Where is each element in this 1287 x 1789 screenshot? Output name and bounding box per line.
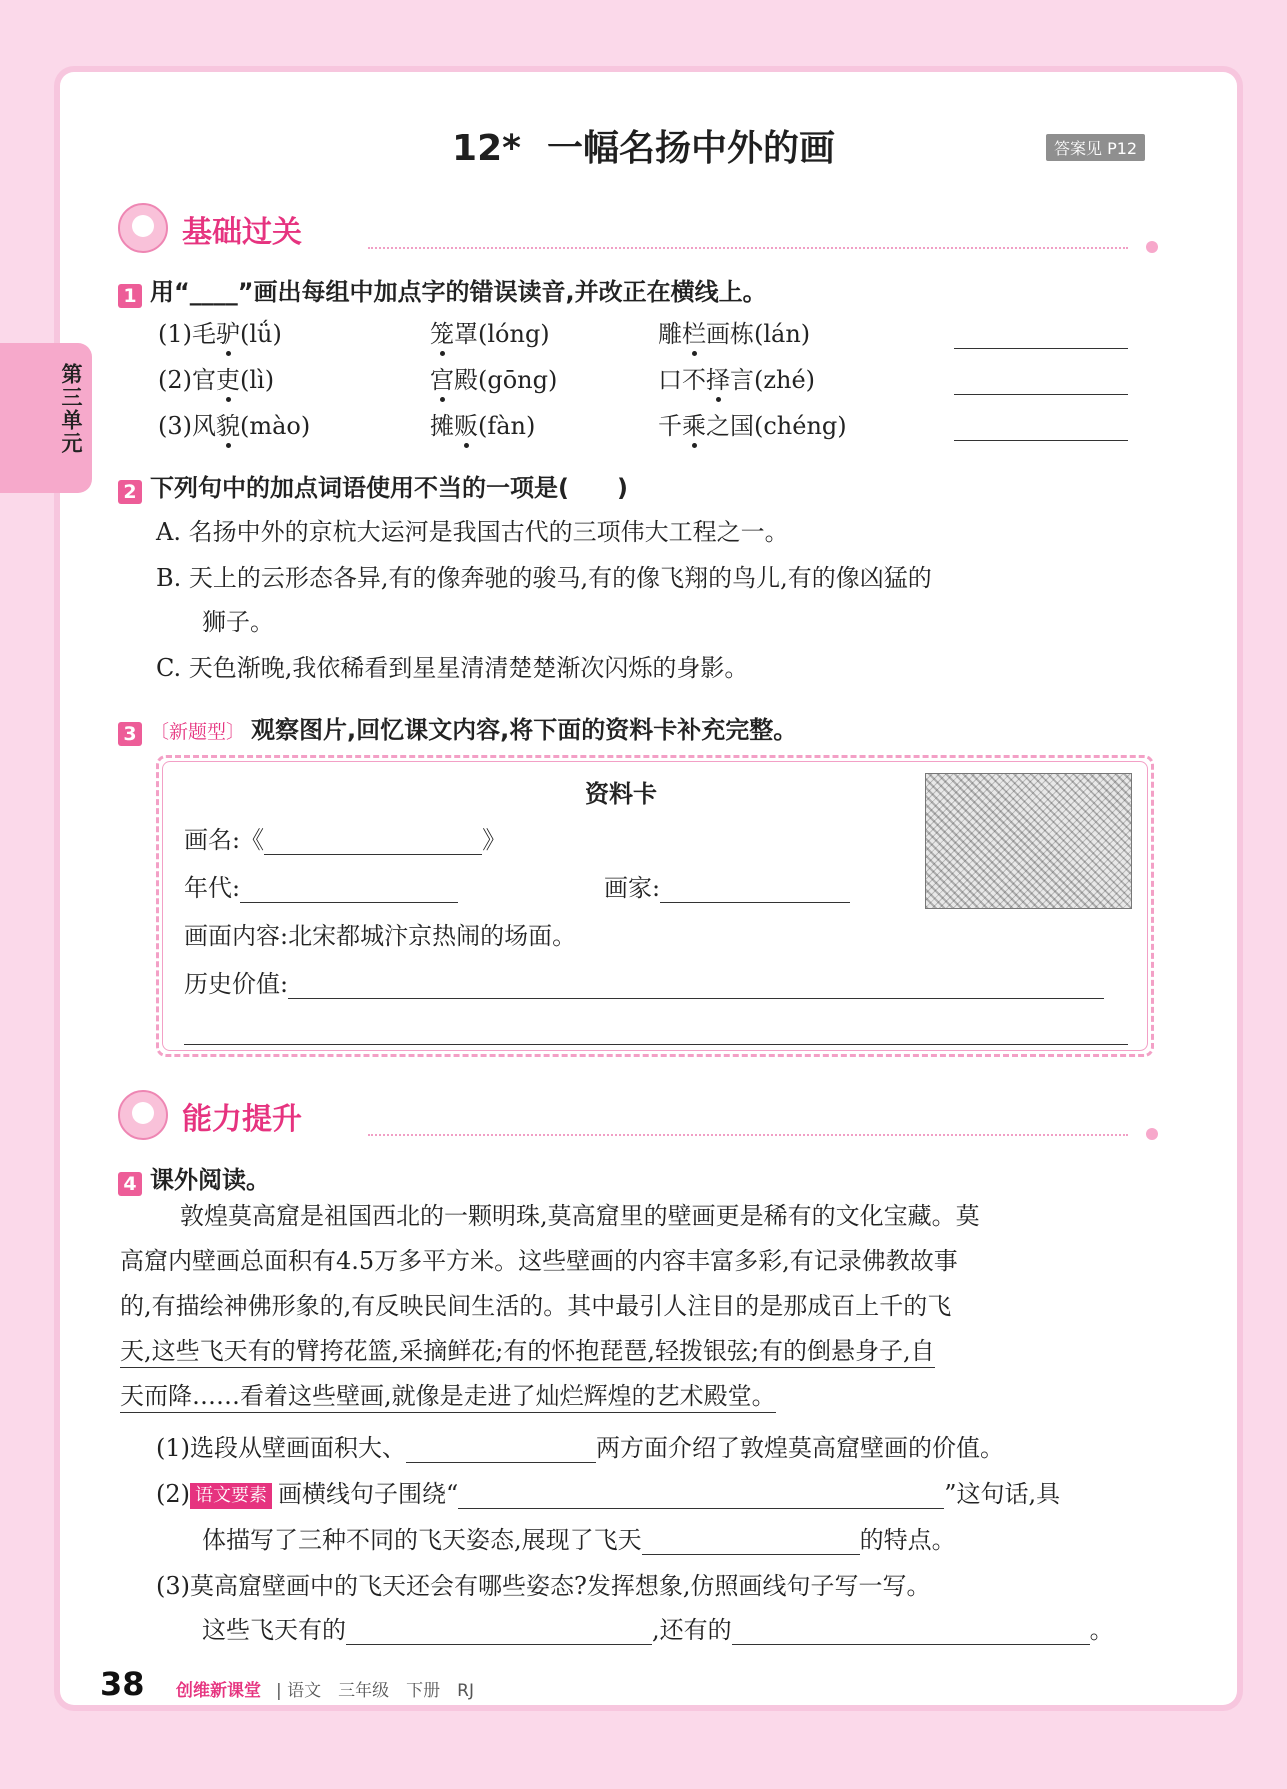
reading-passage: 敦煌莫高窟是祖国西北的一颗明珠,莫高窟里的壁画更是稀有的文化宝藏。莫 高窟内壁画总面积有4.5万多平方米。这些壁画的内容丰富多彩,有记录佛教故事 的,有描绘神佛形象的,有反映民间生活的。其中最引人注目的是那成百上千的飞 天,这些飞天有的臂挎花篮,采摘鲜花;有的怀抱琵琶,轻拨银弦;有的倒悬身子,自 天而降……看着这些壁画,就像是走进了灿烂辉煌的艺术殿堂。 (120, 1194, 1160, 1419)
answer-ref-badge: 答案见 P12 (1046, 134, 1145, 161)
answer-line[interactable] (954, 394, 1128, 395)
question-badge: 2 (118, 480, 142, 504)
card-content: 画面内容:北宋都城汴京热闹的场面。 (184, 922, 577, 950)
era-input[interactable] (240, 876, 458, 903)
q1-row-2-a: (2)官吏(lì) (158, 360, 274, 395)
sub3-input-2[interactable] (732, 1618, 1090, 1645)
q1-row-1-c: 雕栏画栋(lán) (658, 314, 810, 349)
question-badge: 4 (118, 1172, 142, 1196)
q2-option-b[interactable]: B. 天上的云形态各异,有的像奔驰的骏马,有的像飞翔的鸟儿,有的像凶猛的 (156, 564, 932, 592)
q1-row-2-c: 口不择言(zhé) (658, 360, 815, 395)
question-4: 4 课外阅读。 (118, 1160, 270, 1196)
unit-tab: 第三单元 (0, 343, 92, 493)
q4-sub2: (2) 语文要素 画横线句子围绕“ ”这句话,具 (156, 1480, 1061, 1508)
q1-row-3-b: 摊贩(fàn) (430, 406, 535, 441)
footer-subject: | 语文 三年级 下册 RJ (276, 1681, 474, 1701)
underlined-sentence: 天而降……看着这些壁画,就像是走进了灿烂辉煌的艺术殿堂。 (120, 1382, 776, 1413)
q1-row-2-b: 宫殿(gōng) (430, 360, 557, 395)
q1-row-3-c: 千乘之国(chéng) (658, 406, 847, 441)
question-1: 1 用“____”画出每组中加点字的错误读音,并改正在横线上。 (118, 272, 767, 308)
footer-brand: 创维新课堂 (176, 1681, 261, 1701)
q2-option-c[interactable]: C. 天色渐晚,我依稀看到星星清清楚楚渐次闪烁的身影。 (156, 654, 749, 682)
q1-row-1-a: (1)毛驴(lǘ) (158, 314, 282, 349)
card-painting-name: 画名:《 》 (184, 826, 507, 854)
mascot-icon (118, 203, 168, 253)
q2-option-a[interactable]: A. 名扬中外的京杭大运河是我国古代的三项伟大工程之一。 (156, 518, 789, 546)
sub3-input-1[interactable] (346, 1618, 652, 1645)
language-element-tag: 语文要素 (190, 1483, 272, 1509)
answer-line[interactable] (954, 348, 1128, 349)
info-card-title: 资料卡 (585, 780, 657, 808)
history-value-input[interactable] (288, 972, 1104, 999)
section-header-advance: 能力提升 (118, 1090, 1168, 1140)
q4-sub1: (1)选段从壁画面积大、 两方面介绍了敦煌莫高窟壁画的价值。 (156, 1434, 1004, 1462)
sub2-feature-input[interactable] (642, 1528, 860, 1555)
sub2-topic-input[interactable] (458, 1482, 944, 1509)
painting-name-input[interactable] (264, 828, 482, 855)
section-header-basics: 基础过关 (118, 203, 1168, 253)
question-badge: 1 (118, 284, 142, 308)
underlined-sentence: 天,这些飞天有的臂挎花篮,采摘鲜花;有的怀抱琵琶,轻拨银弦;有的倒悬身子,自 (120, 1337, 935, 1368)
mascot-icon (118, 1090, 168, 1140)
question-2: 2 下列句中的加点词语使用不当的一项是( ) (118, 468, 628, 504)
question-badge: 3 (118, 722, 142, 746)
page-title: 12* 一幅名扬中外的画 (452, 128, 835, 169)
q1-row-1-b: 笼罩(lóng) (430, 314, 550, 349)
sub1-input[interactable] (406, 1436, 596, 1463)
new-type-tag: 〔新题型〕 (150, 721, 246, 743)
question-3: 3 〔新题型〕 观察图片,回忆课文内容,将下面的资料卡补充完整。 (118, 710, 797, 746)
history-value-line-2[interactable] (184, 1044, 1128, 1045)
q4-sub2-line2: 体描写了三种不同的飞天姿态,展现了飞天 的特点。 (202, 1526, 956, 1554)
card-value: 历史价值: (184, 964, 1104, 999)
artist-input[interactable] (660, 876, 850, 903)
q4-sub3-answer: 这些飞天有的 ,还有的 。 (202, 1616, 1114, 1644)
answer-line[interactable] (954, 440, 1128, 441)
painting-image (925, 773, 1132, 909)
q2-option-b-cont: 狮子。 (202, 608, 274, 636)
q4-sub3: (3)莫高窟壁画中的飞天还会有哪些姿态?发挥想象,仿照画线句子写一写。 (156, 1572, 931, 1600)
card-artist: 画家: (604, 868, 850, 903)
page-number: 38 (100, 1665, 145, 1703)
q1-row-3-a: (3)风貌(mào) (158, 406, 310, 441)
card-era: 年代: (184, 868, 458, 903)
